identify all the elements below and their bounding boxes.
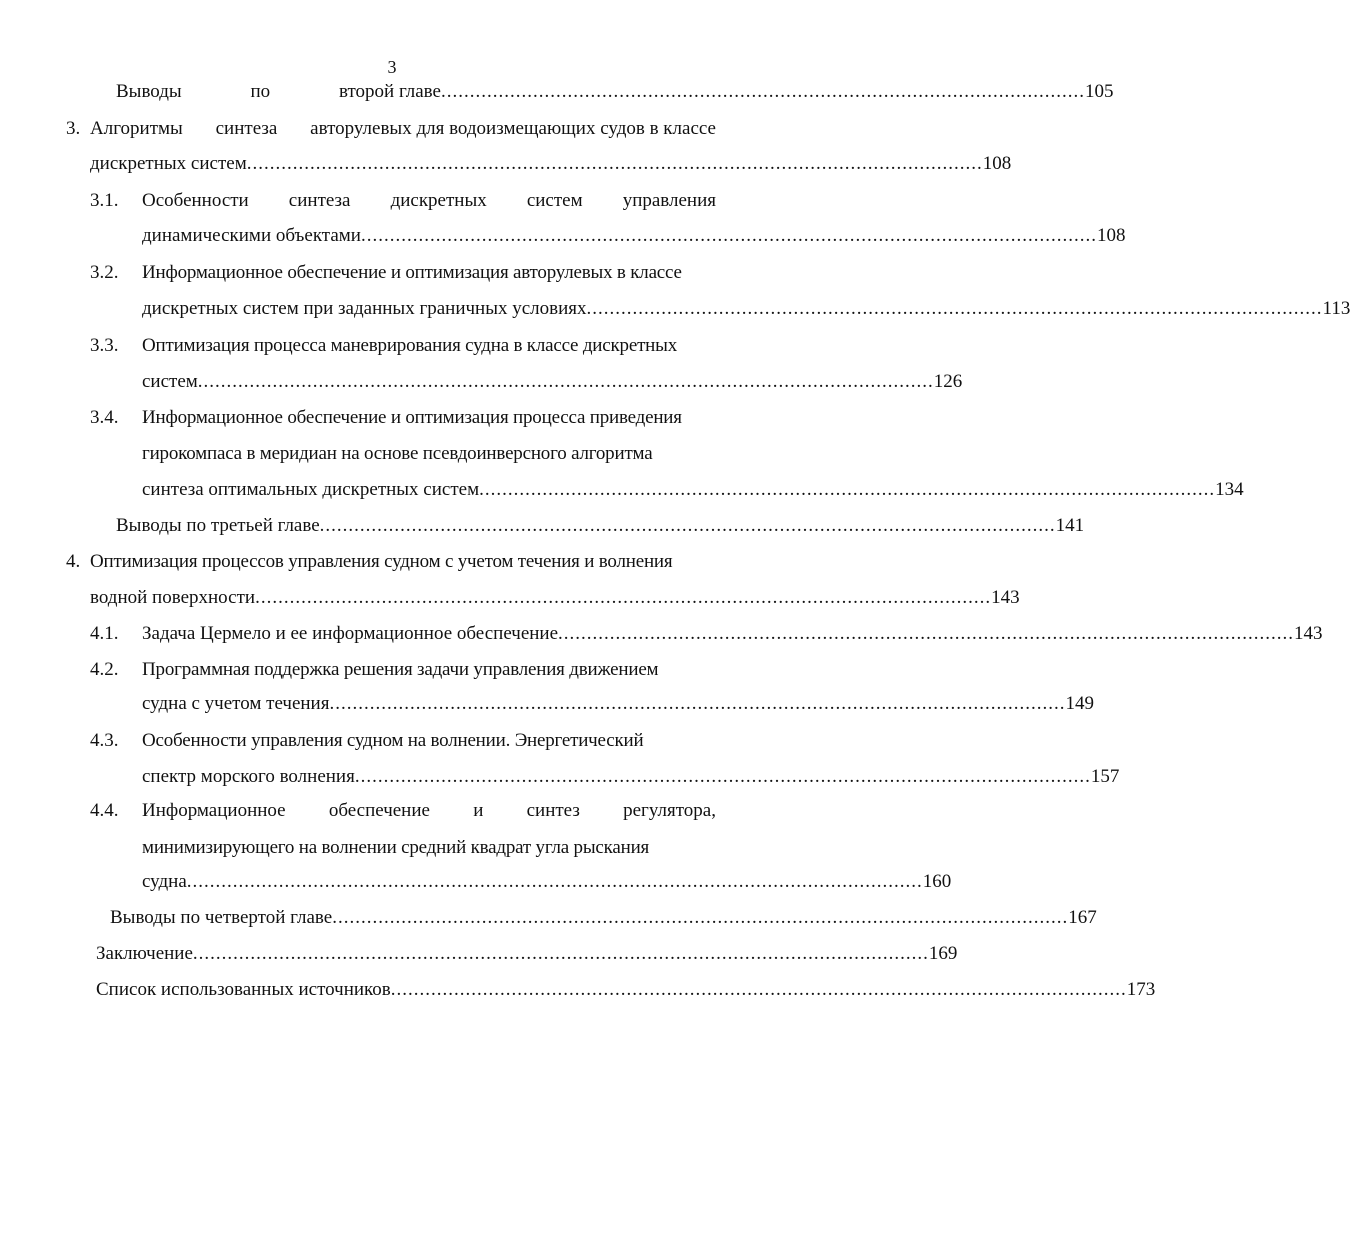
dot-leader: ................................................................................................................................ (329, 693, 1066, 714)
toc-entry-3-4-line3[interactable]: синтеза оптимальных дискретных систем ................................................................................................................................ 134 (142, 476, 716, 504)
toc-word: управления (622, 190, 716, 211)
toc-entry-3-3-line2[interactable]: систем ................................................................................................................................ 126 (142, 368, 716, 396)
toc-word: Алгоритмы (90, 118, 183, 139)
toc-num-3-3: 3.3. (90, 335, 119, 356)
dot-leader: ................................................................................................................ (441, 81, 1085, 102)
toc-page: 167 (1068, 907, 1097, 928)
toc-entry-3-3-line1[interactable]: Оптимизация процесса маневрирования судна в классе дискретных (142, 335, 678, 356)
dot-leader: ................................................................................................................................ (390, 979, 1127, 1000)
toc-page: 108 (982, 153, 1012, 174)
toc-page: 160 (922, 871, 952, 892)
toc-entry-3-1-line2[interactable]: динамическими объектами ................................................................................................................................ 108 (142, 222, 716, 250)
toc-word: Информационное (142, 800, 286, 821)
toc-num-ch4: 4. (66, 551, 81, 572)
toc-entry-4-2-line1[interactable]: Программная поддержка решения задачи управления движением (142, 659, 659, 680)
toc-entry-3-1-line1[interactable] (142, 187, 716, 215)
dot-leader: ................................................................................................................................ (255, 587, 992, 608)
toc-entry-4-4-line1[interactable] (142, 797, 716, 825)
toc-word: дискретных (390, 190, 487, 211)
toc-num-ch3: 3. (66, 118, 81, 139)
toc-page: 149 (1065, 693, 1094, 714)
toc-page: 108 (1096, 225, 1126, 246)
toc-entry-ch2-conclusion[interactable] (116, 78, 1114, 106)
toc-entry-3-2-line1[interactable]: Информационное обеспечение и оптимизация авторулевых в классе (142, 262, 682, 283)
toc-num-3-1: 3.1. (90, 190, 119, 211)
toc-entry-3-2-line2[interactable]: дискретных систем при заданных граничных условиях ................................................................................................................................ 113 (142, 295, 716, 323)
toc-page: 134 (1215, 479, 1244, 500)
toc-page: 173 (1126, 979, 1156, 1000)
dot-leader: ................................................................................................................................ (354, 766, 1091, 787)
toc-word: синтеза (288, 190, 351, 211)
toc-entry-3-4-line2[interactable]: гирокомпаса в меридиан на основе псевдоинверсного алгоритма (142, 443, 653, 464)
toc-entry-ch3-line2[interactable]: дискретных систем ................................................................................................................................ 108 (90, 150, 716, 178)
dot-leader: ................................................................................................................................ (360, 225, 1097, 246)
toc-entry-4-4-line3[interactable]: судна ................................................................................................................................ 160 (142, 868, 716, 896)
toc-entry-ch4-conclusion[interactable]: Выводы по четвертой главе ................................................................................................................................ 167 (110, 904, 716, 932)
toc-word: второй главе (338, 81, 441, 102)
toc-word: по (250, 81, 271, 102)
toc-entry-ch4-line1[interactable]: Оптимизация процессов управления судном с учетом течения и волнения (90, 551, 673, 572)
dot-leader: ................................................................................................................................ (332, 907, 1069, 928)
toc-num-4-3: 4.3. (90, 730, 119, 751)
toc-entry-4-3-line1[interactable]: Особенности управления судном на волнении. Энергетический (142, 730, 644, 751)
toc-entry-ch4-line2[interactable]: водной поверхности ................................................................................................................................ 143 (90, 584, 716, 612)
dot-leader: ................................................................................................................................ (558, 623, 1295, 644)
dot-leader: ................................................................................................................................ (197, 371, 934, 392)
toc-entry-4-4-line2[interactable]: минимизирующего на волнении средний квадрат угла рыскания (142, 837, 650, 858)
toc-entry-3-4-line1[interactable]: Информационное обеспечение и оптимизация процесса приведения (142, 407, 682, 428)
toc-word: синтеза (215, 118, 278, 139)
dot-leader: ................................................................................................................................ (186, 871, 923, 892)
toc-entry-ch3-conclusion[interactable]: Выводы по третьей главе ................................................................................................................................ 141 (116, 512, 716, 540)
page-number: 3 (387, 57, 397, 77)
toc-word: и (473, 800, 484, 821)
toc-entry-4-3-line2[interactable]: спектр морского волнения ................................................................................................................................ 157 (142, 763, 716, 791)
toc-word: систем (526, 190, 583, 211)
toc-entry-4-2-line2[interactable]: судна с учетом течения ................................................................................................................................ 149 (142, 690, 716, 718)
toc-word: синтез (526, 800, 580, 821)
toc-page: 141 (1055, 515, 1085, 536)
toc-page: 143 (1294, 623, 1323, 644)
toc-page: 143 (991, 587, 1020, 608)
dot-leader: ................................................................................................................................ (192, 943, 929, 964)
toc-word: Особенности (142, 190, 249, 211)
toc-word: регулятора, (623, 800, 716, 821)
dot-leader: ................................................................................................................................ (479, 479, 1216, 500)
toc-page: 105 (1085, 81, 1114, 102)
toc-entry-4-1[interactable]: Задача Цермело и ее информационное обеспечение ................................................................................................................................ 143 (142, 620, 716, 648)
dot-leader: ................................................................................................................................ (586, 298, 1323, 319)
toc-page: 126 (933, 371, 963, 392)
toc-word: обеспечение (328, 800, 430, 821)
toc-page: 113 (1322, 298, 1350, 319)
toc-word: авторулевых для водоизмещающих судов в классе (310, 118, 716, 139)
toc-num-4-2: 4.2. (90, 659, 119, 680)
dot-leader: ................................................................................................................................ (246, 153, 983, 174)
toc-num-3-4: 3.4. (90, 407, 119, 428)
dot-leader: ................................................................................................................................ (319, 515, 1056, 536)
toc-num-3-2: 3.2. (90, 262, 119, 283)
toc-page: 157 (1090, 766, 1120, 787)
toc-num-4-1: 4.1. (90, 623, 119, 644)
toc-word: Выводы (116, 81, 182, 102)
toc-entry-ch3-line1[interactable] (90, 115, 716, 143)
toc-num-4-4: 4.4. (90, 800, 119, 821)
toc-entry-references[interactable]: Список использованных источников ................................................................................................................................ 173 (96, 976, 716, 1004)
toc-page: 169 (928, 943, 958, 964)
toc-entry-conclusion[interactable]: Заключение ................................................................................................................................ 169 (96, 940, 716, 968)
